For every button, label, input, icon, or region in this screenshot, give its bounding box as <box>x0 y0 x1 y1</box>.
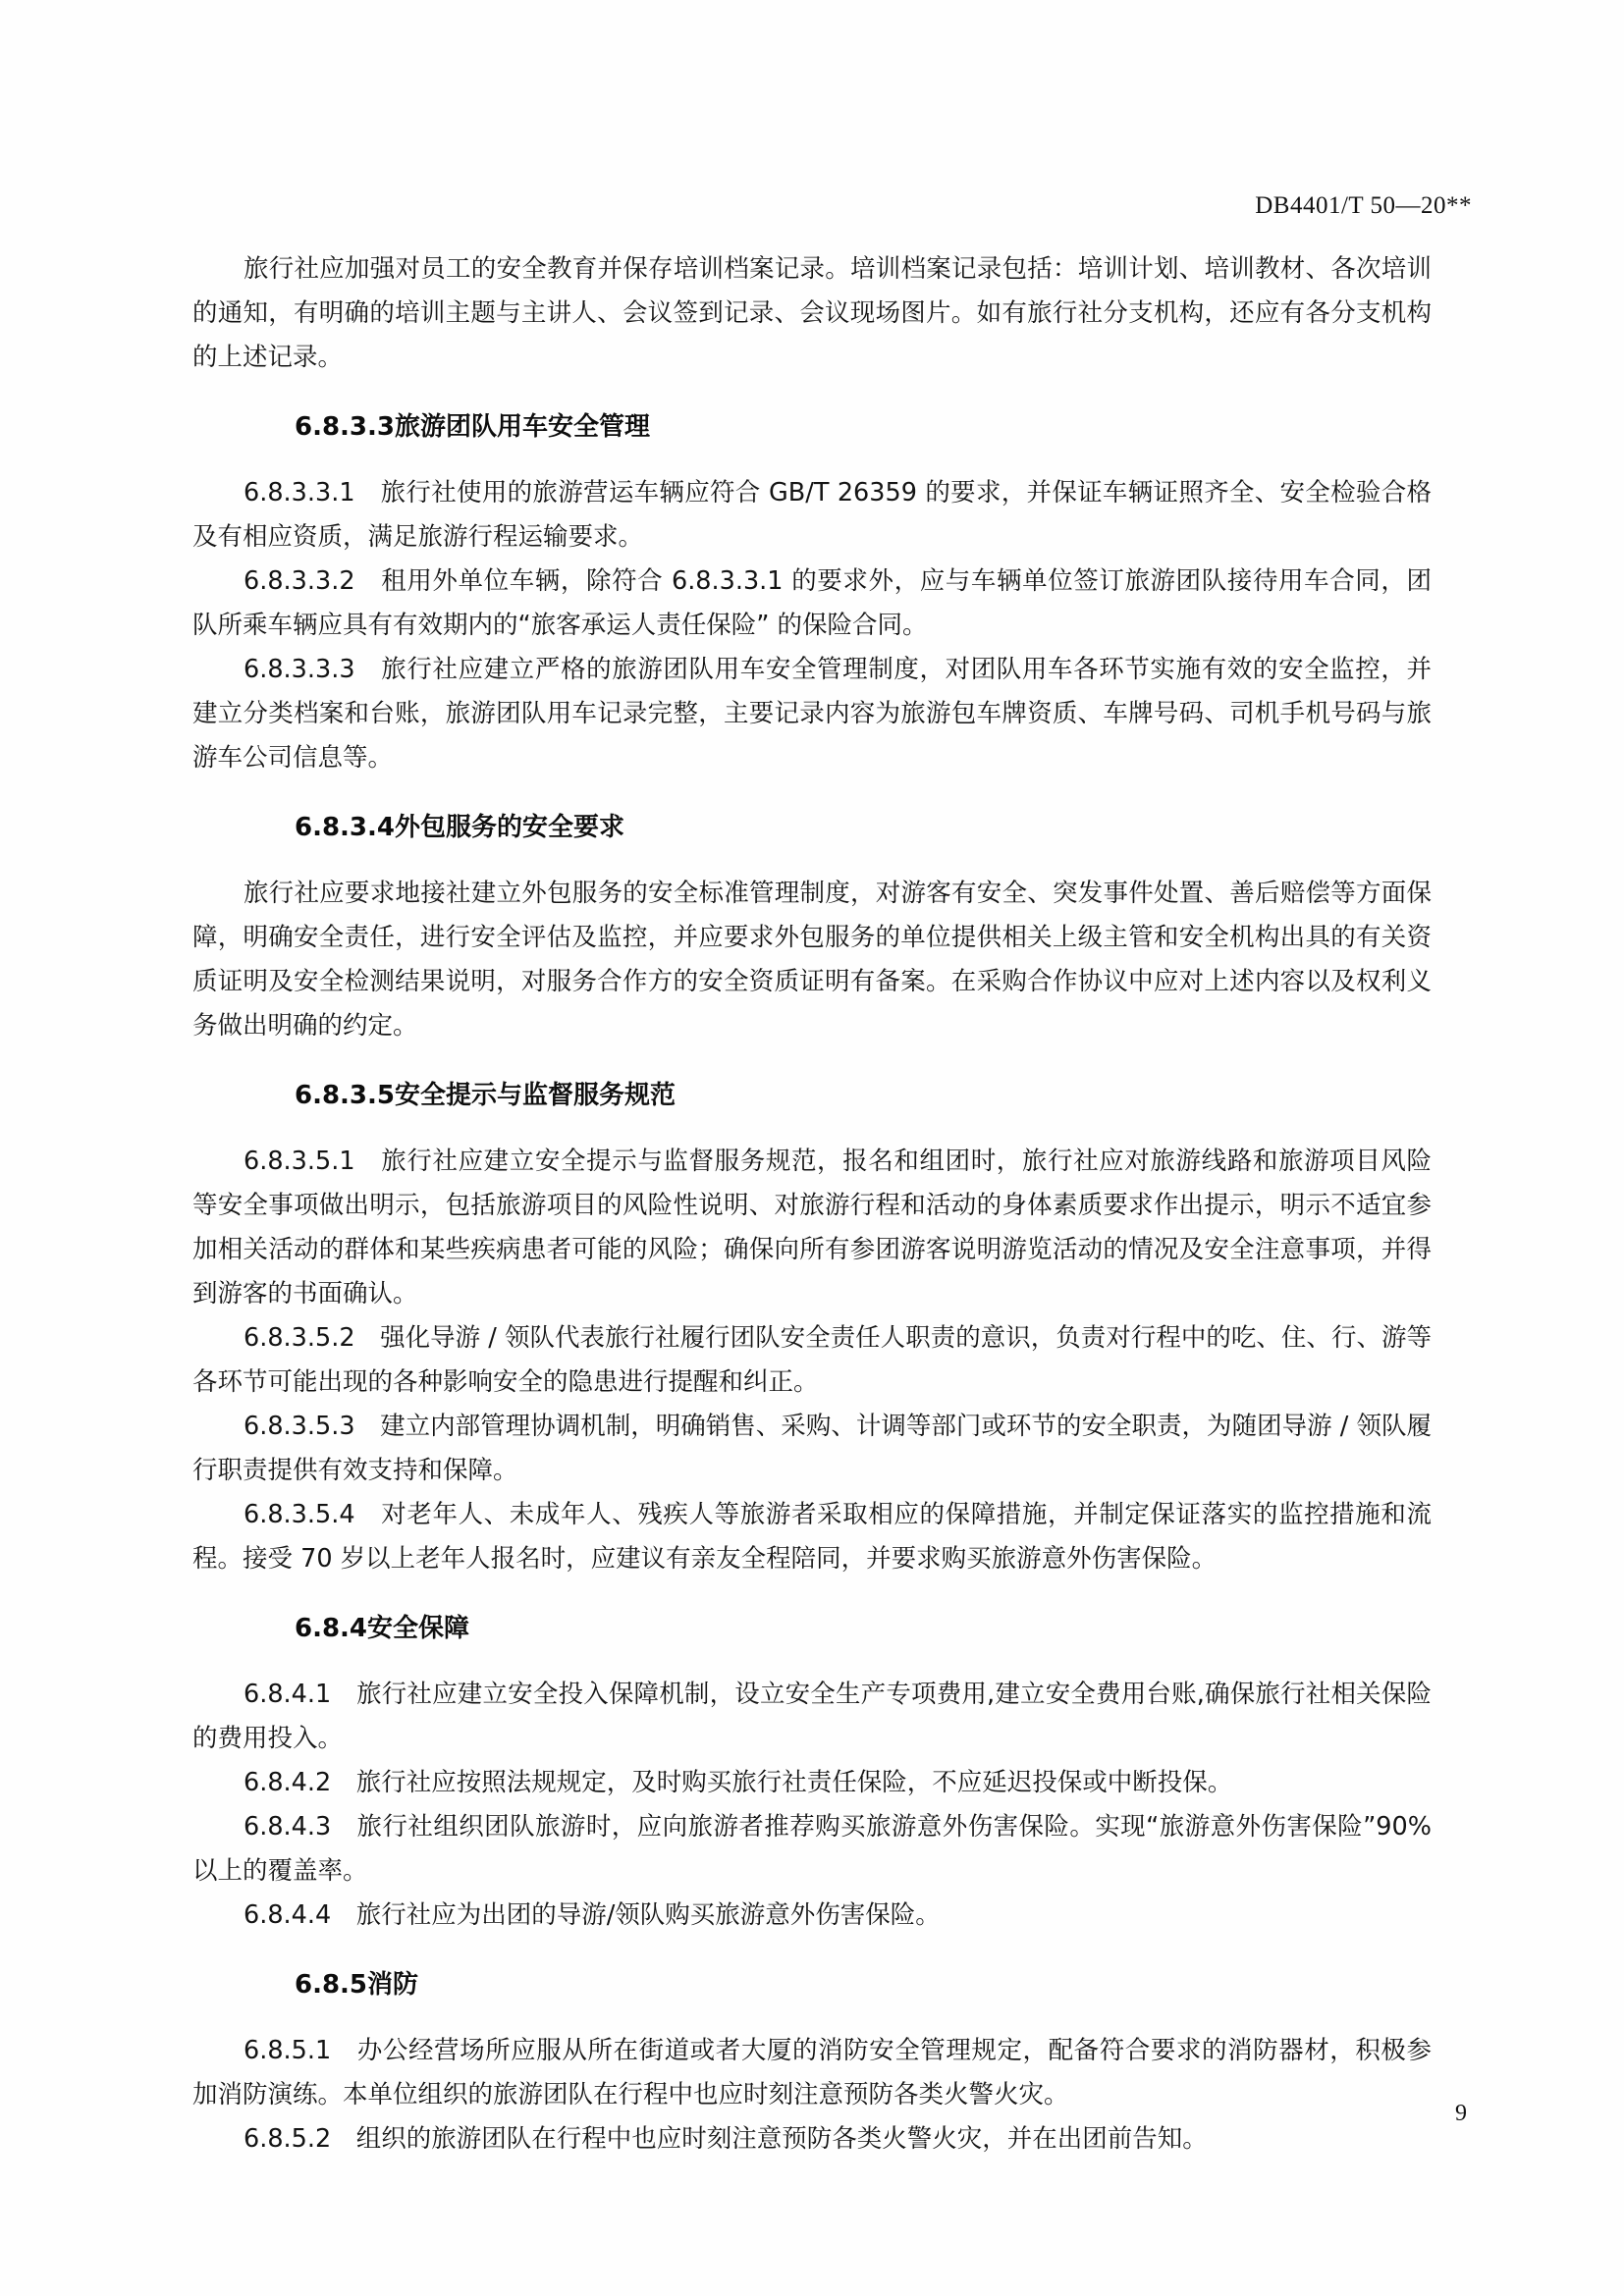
heading-6-8-3-5 <box>192 1074 1432 1118</box>
para-6-8-4-3: 6.8.4.3 旅行社组织团队旅游时，应向旅游者推荐购买旅游意外伤害保险。实现“旅游意外伤害保险”90%以上的覆盖率。 <box>192 1812 1432 1886</box>
heading-6-8-3-4 <box>192 806 1432 850</box>
para-6-8-3-3-3: 6.8.3.3.3 旅行社应建立严格的旅游团队用车安全管理制度，对团队用车各环节实施有效的安全监控，并建立分类档案和台账，旅游团队用车记录完整，主要记录内容为旅游包车牌资质、车牌号码、司机手机号码与旅游车公司信息等。 <box>192 655 1432 773</box>
para-6-8-5-2: 6.8.5.2 组织的旅游团队在行程中也应时刻注意预防各类火警火灾，并在出团前告知。 <box>244 2124 1208 2154</box>
document-body <box>192 247 1432 2162</box>
heading-6-8-4-number: 6.8.4 <box>295 1614 368 1643</box>
para-6-8-3-5-1: 6.8.3.5.1 旅行社应建立安全提示与监督服务规范，报名和组团时，旅行社应对旅游线路和旅游项目风险等安全事项做出明示，包括旅游项目的风险性说明、对旅游行程和活动的身体素质要求作出提示，明示不适宜参加相关活动的群体和某些疾病患者可能的风险；确保向所有参团游客说明游览活动的情况及安全注意事项，并得到游客的书面确认。 <box>192 1147 1432 1308</box>
heading-6-8-3-3-title: 旅游团队用车安全管理 <box>395 412 651 442</box>
heading-6-8-4 <box>192 1607 1432 1651</box>
heading-6-8-3-4-title: 外包服务的安全要求 <box>395 813 625 842</box>
heading-6-8-3-5-number: 6.8.3.5 <box>295 1081 395 1110</box>
heading-6-8-4-title: 安全保障 <box>367 1614 470 1643</box>
para-6-8-3-4-body: 旅行社应要求地接社建立外包服务的安全标准管理制度，对游客有安全、突发事件处置、善后赔偿等方面保障，明确安全责任，进行安全评估及监控，并应要求外包服务的单位提供相关上级主管和安全机构出具的有关资质证明及安全检测结果说明，对服务合作方的安全资质证明有备案。在采购合作协议中应对上述内容以及权利义务做出明确的约定。 <box>192 879 1432 1041</box>
para-6-8-3-3-2: 6.8.3.3.2 租用外单位车辆，除符合 6.8.3.3.1 的要求外，应与车辆单位签订旅游团队接待用车合同，团队所乘车辆应具有有效期内的“旅客承运人责任保险” 的保险合同。 <box>192 566 1432 640</box>
para-training-records: 旅行社应加强对员工的安全教育并保存培训档案记录。培训档案记录包括：培训计划、培训教材、各次培训的通知，有明确的培训主题与主讲人、会议签到记录、会议现场图片。如有旅行社分支机构，还应有各分支机构的上述记录。 <box>192 254 1432 372</box>
heading-6-8-3-4-number: 6.8.3.4 <box>295 813 395 842</box>
heading-6-8-3-3 <box>192 405 1432 450</box>
para-6-8-3-5-2: 6.8.3.5.2 强化导游 / 领队代表旅行社履行团队安全责任人职责的意识，负责对行程中的吃、住、行、游等各环节可能出现的各种影响安全的隐患进行提醒和纠正。 <box>192 1323 1432 1397</box>
para-6-8-4-2: 6.8.4.2 旅行社应按照法规规定，及时购买旅行社责任保险，不应延迟投保或中断投保。 <box>244 1768 1233 1797</box>
page-number: 9 <box>1455 2101 1467 2126</box>
heading-6-8-5-number: 6.8.5 <box>295 1970 368 2000</box>
heading-6-8-5-title: 消防 <box>367 1970 419 2000</box>
page-header: DB4401/T 50—20** <box>1255 192 1472 219</box>
heading-6-8-3-3-number: 6.8.3.3 <box>295 412 395 442</box>
para-6-8-3-3-1: 6.8.3.3.1 旅行社使用的旅游营运车辆应符合 GB/T 26359 的要求，并保证车辆证照齐全、安全检验合格及有相应资质，满足旅游行程运输要求。 <box>192 478 1432 552</box>
para-6-8-4-1: 6.8.4.1 旅行社应建立安全投入保障机制，设立安全生产专项费用,建立安全费用台账,确保旅行社相关保险的费用投入。 <box>192 1680 1432 1753</box>
heading-6-8-5 <box>192 1963 1432 2007</box>
para-6-8-5-1: 6.8.5.1 办公经营场所应服从所在街道或者大厦的消防安全管理规定，配备符合要求的消防器材，积极参加消防演练。本单位组织的旅游团队在行程中也应时刻注意预防各类火警火灾。 <box>192 2036 1432 2109</box>
heading-6-8-3-5-title: 安全提示与监督服务规范 <box>395 1081 677 1110</box>
para-6-8-4-4: 6.8.4.4 旅行社应为出团的导游/领队购买旅游意外伤害保险。 <box>244 1900 941 1930</box>
para-6-8-3-5-3: 6.8.3.5.3 建立内部管理协调机制，明确销售、采购、计调等部门或环节的安全职责，为随团导游 / 领队履行职责提供有效支持和保障。 <box>192 1412 1432 1485</box>
para-6-8-3-5-4: 6.8.3.5.4 对老年人、未成年人、残疾人等旅游者采取相应的保障措施，并制定保证落实的监控措施和流程。接受 70 岁以上老年人报名时，应建议有亲友全程陪同，并要求购买旅游意外伤害保险。 <box>192 1500 1432 1574</box>
